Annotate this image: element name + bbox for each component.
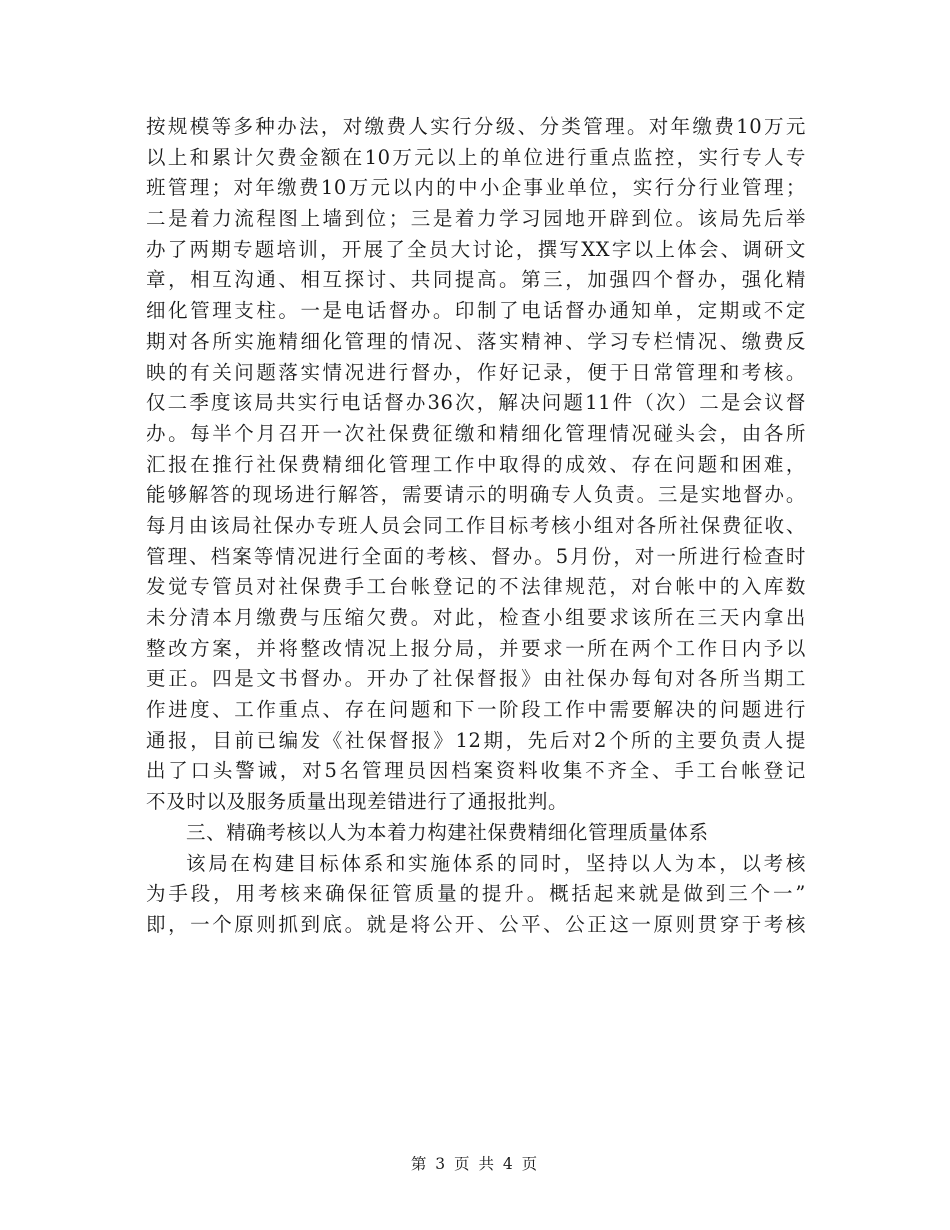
text-line: 出了口头警诫，对5名管理员因档案资料收集不齐全、手工台帐登记 bbox=[146, 759, 806, 783]
text-line: 映的有关问题落实情况进行督办，作好记录，便于日常管理和考核。 bbox=[146, 360, 806, 384]
text-line: 作进度、工作重点、存在问题和下一阶段工作中需要解决的问题进行 bbox=[146, 698, 806, 722]
text-line: 期对各所实施精细化管理的情况、落实精神、学习专栏情况、缴费反 bbox=[146, 329, 806, 353]
text-line: 未分清本月缴费与压缩欠费。对此，检查小组要求该所在三天内拿出 bbox=[146, 606, 806, 629]
text-line: 班管理；对年缴费10万元以内的中小企事业单位，实行分行业管理； bbox=[146, 176, 806, 200]
text-line: 即，一个原则抓到底。就是将公开、公平、公正这一原则贯穿于考核 bbox=[146, 912, 806, 936]
text-line: 通报，目前已编发《社保督报》12期，先后对2个所的主要负责人提 bbox=[146, 728, 806, 752]
paragraph-first-line: 该局在构建目标体系和实施体系的同时，坚持以人为本，以考核 bbox=[186, 851, 806, 875]
text-line: 以上和累计欠费金额在10万元以上的单位进行重点监控，实行专人专 bbox=[146, 145, 806, 169]
text-line: 细化管理支柱。一是电话督办。印制了电话督办通知单，定期或不定 bbox=[146, 299, 806, 323]
text-line: 整改方案，并将整改情况上报分局，并要求一所在两个工作日内予以 bbox=[146, 636, 806, 660]
text-line: 管理、档案等情况进行全面的考核、督办。5月份，对一所进行检查时 bbox=[146, 544, 806, 568]
text-line: 能够解答的现场进行解答，需要请示的明确专人负责。三是实地督办。 bbox=[146, 483, 806, 507]
text-line: 办了两期专题培训，开展了全员大讨论，撰写XX字以上体会、调研文 bbox=[146, 237, 806, 261]
text-line: 按规模等多种办法，对缴费人实行分级、分类管理。对年缴费10万元 bbox=[146, 115, 806, 138]
text-line: 发觉专管员对社保费手工台帐登记的不法律规范，对台帐中的入库数 bbox=[146, 575, 806, 599]
page-number: 第 3 页 共 4 页 bbox=[410, 1155, 540, 1173]
text-line: 二是着力流程图上墙到位；三是着力学习园地开辟到位。该局先后举 bbox=[146, 207, 806, 231]
paragraph-end-line: 不及时以及服务质量出现差错进行了通报批判。 bbox=[146, 790, 569, 814]
text-line: 为手段，用考核来确保征管质量的提升。概括起来就是做到三个一” bbox=[146, 882, 806, 906]
text-line: 每月由该局社保办专班人员会同工作目标考核小组对各所社保费征收、 bbox=[146, 513, 806, 537]
body-text bbox=[146, 112, 806, 941]
text-line: 仅二季度该局共实行电话督办36次，解决问题11件（次）二是会议督 bbox=[146, 391, 806, 415]
text-line: 更正。四是文书督办。开办了社保督报》由社保办每旬对各所当期工 bbox=[146, 667, 806, 691]
text-line: 汇报在推行社保费精细化管理工作中取得的成效、存在问题和困难， bbox=[146, 452, 806, 476]
section-heading: 三、精确考核以人为本着力构建社保费精细化管理质量体系 bbox=[186, 820, 709, 844]
text-line: 章，相互沟通、相互探讨、共同提高。第三，加强四个督办，强化精 bbox=[146, 268, 806, 292]
text-line: 办。每半个月召开一次社保费征缴和精细化管理情况碰头会，由各所 bbox=[146, 421, 806, 445]
